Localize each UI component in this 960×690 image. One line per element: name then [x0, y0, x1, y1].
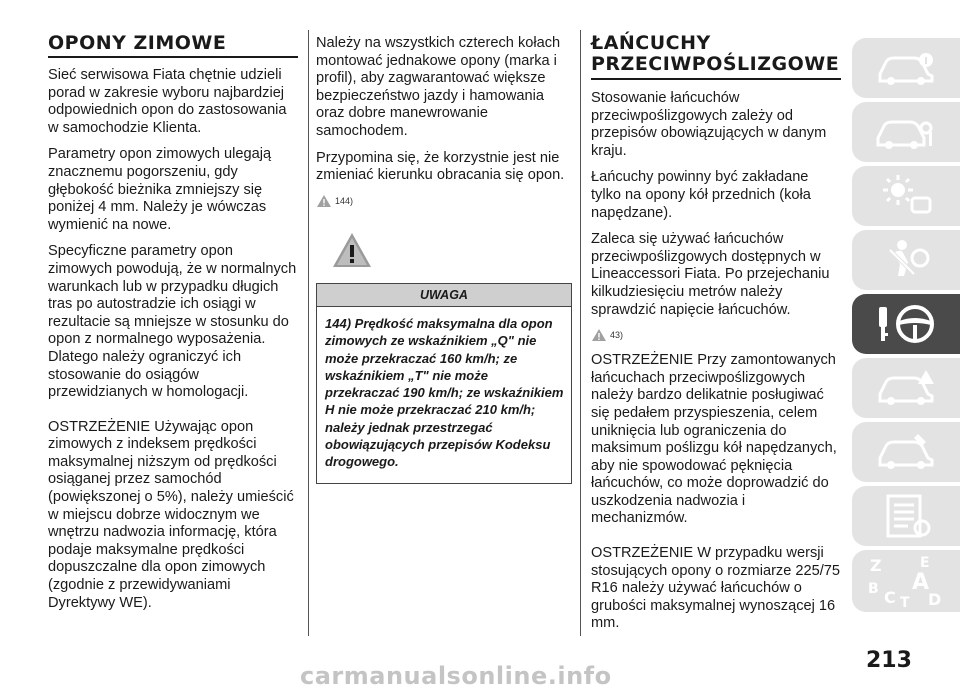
warning-title: UWAGA — [317, 284, 571, 307]
warning-paragraph: OSTRZEŻENIE W przypadku wersji stosujących opony o rozmiarze 225/75 R16 należy używać łańcuchów o grubości maksymalnej wynoszącej 16 mm. — [591, 545, 841, 632]
warning-reference — [591, 328, 841, 342]
tab-car-key[interactable] — [852, 102, 960, 162]
index-letter: A — [912, 570, 930, 595]
paragraph: Zaleca się używać łańcuchów przeciwpoślizgowych dostępnych w Lineaccessori Fiata. Po przejechaniu kilkudziesięciu metrów należy sprawdzić napięcie łańcuchów. — [591, 231, 830, 318]
warning-triangle-icon — [332, 232, 372, 268]
alphabetical-index-icon — [864, 553, 948, 609]
warning-paragraph: OSTRZEŻENIE Przy zamontowanych łańcuchach przeciwpoślizgowych należy bardzo delikatnie posługiwać się pedałem przyspieszenia, celem uniknięcia lub ograniczenia do maksimum poślizgu kół napędzanych, aby nie spowodować pęknięcia łańcuchów, co może doprowadzić do uszkodzenia nadwozia i mechanizmów. — [591, 352, 837, 527]
paragraph: Sieć serwisowa Fiata chętnie udzieli porad w zakresie wyboru najbardziej odpowiednich opon do zastosowania w samochodzie Klienta. — [48, 67, 287, 136]
warning-lights-icon — [874, 172, 938, 220]
car-key-icon — [874, 112, 938, 152]
warning-text — [317, 307, 571, 483]
warning-number: 144) — [325, 316, 352, 331]
maintenance-car-icon — [874, 430, 938, 474]
tab-technical-data[interactable] — [852, 486, 960, 546]
reference-number: 144) — [335, 195, 354, 206]
watermark: carmanualsonline.info — [300, 662, 612, 690]
index-letter: T — [900, 595, 910, 609]
warning-box — [316, 283, 572, 484]
tab-maintenance[interactable] — [852, 422, 960, 482]
column-divider — [580, 30, 581, 636]
heading-line: ŁAŃCUCHY — [591, 32, 711, 54]
reference-number: 43) — [610, 330, 624, 341]
index-letter: D — [928, 590, 942, 609]
column-2 — [316, 35, 572, 218]
index-letter: B — [868, 581, 879, 597]
page-number: 213 — [866, 648, 912, 673]
paragraph: Należy na wszystkich czterech kołach montować jednakowe opony (marka i profil), aby zagwarantować większe bezpieczeństwo jazdy i hamowania oraz dobre manewrowanie samochodem. — [316, 35, 561, 139]
paragraph: Parametry opon zimowych ulegają znacznemu pogorszeniu, gdy głębokość bieżnika zmniejszy się poniżej 4 mm. Należy je wówczas wymienić na nowe. — [48, 146, 272, 233]
tab-emergency[interactable] — [852, 358, 960, 418]
tab-starting-and-driving[interactable] — [852, 294, 960, 354]
technical-data-icon — [874, 492, 938, 540]
paragraph: Stosowanie łańcuchów przeciwpoślizgowych zależy od przepisów obowiązujących w danym kraju. — [591, 90, 827, 159]
emergency-car-icon — [874, 366, 938, 410]
tab-car-info[interactable] — [852, 38, 960, 98]
steering-key-icon — [871, 299, 941, 349]
warning-triangle-small-icon — [316, 194, 332, 208]
paragraph: Przypomina się, że korzystnie jest nie zmieniać kierunku obracania się opon. — [316, 149, 565, 184]
column-1 — [48, 33, 298, 621]
tab-index[interactable] — [852, 550, 960, 612]
paragraph: Łańcuchy powinny być zakładane tylko na opony kół przednich (koła napędzane). — [591, 169, 811, 221]
column-3 — [591, 33, 841, 642]
index-letter: E — [920, 555, 930, 571]
tab-safety[interactable] — [852, 230, 960, 290]
paragraph: Specyficzne parametry opon zimowych powodują, że w normalnych warunkach lub w przypadku długich tras po autostradzie ich osiągi w rezultacie są mniejsze w stosunku do opon z normalnego wyposażenia. Dlatego należy ograniczyć ich stosowanie do osiągów przewidzianych w homologacji. — [48, 243, 297, 401]
section-heading-winter-tyres: OPONY ZIMOWE — [48, 33, 298, 58]
column-divider — [308, 30, 309, 636]
tab-warning-lights[interactable] — [852, 166, 960, 226]
warning-reference — [316, 194, 572, 208]
section-heading-snow-chains — [591, 33, 841, 80]
car-info-icon — [874, 48, 938, 88]
index-letter: C — [884, 588, 896, 607]
chapter-tabs — [852, 38, 960, 616]
warning-body: Prędkość maksymalna dla opon zimowych ze wskaźnikiem „Q" nie może przekraczać 160 km/h; ze wskaźnikiem „T" nie może przekraczać 190 km/h; ze wskaźnikiem H nie może przekraczać 210 km/h; należy jednak przestrzegać obowiązujących przepisów Kodeksu drogowego. — [325, 316, 564, 470]
index-letter: Z — [870, 556, 882, 575]
heading-line: PRZECIWPOŚLIZGOWE — [591, 53, 840, 75]
warning-paragraph: OSTRZEŻENIE Używając opon zimowych z indeksem prędkości maksymalnej niższym od prędkości osiąganej przez samochód (powiększonej o 5%), należy umieścić w miejscu dobrze widocznym we wnętrzu nadwozia informację, która podaje maksymalne prędkości dopuszczalne dla opon zimowych (zgodnie z przewidywaniami Dyrektywy WE). — [48, 418, 294, 611]
warning-triangle-small-icon — [591, 328, 607, 342]
safety-airbag-icon — [874, 236, 938, 284]
